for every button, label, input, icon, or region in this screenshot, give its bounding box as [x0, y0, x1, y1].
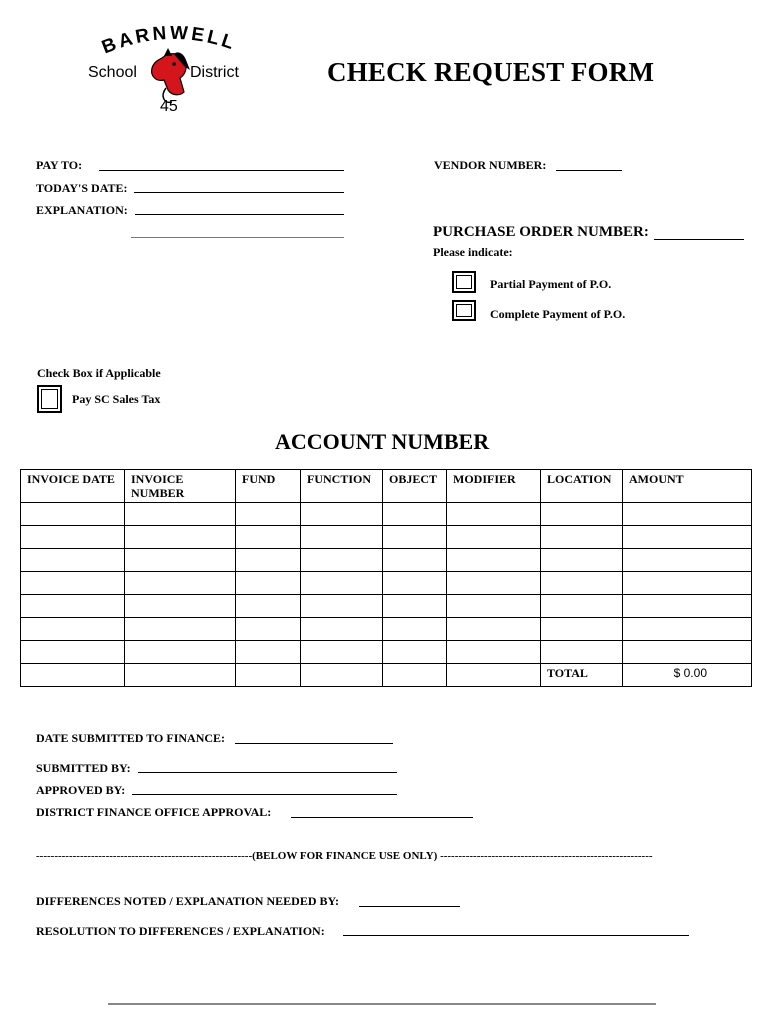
- table-cell[interactable]: [301, 572, 383, 595]
- table-cell[interactable]: [623, 595, 752, 618]
- svg-text:BARNWELL: BARNWELL: [99, 26, 240, 59]
- logo-school-word: School: [88, 64, 137, 81]
- table-cell[interactable]: [236, 618, 301, 641]
- footer-rule: [108, 1003, 656, 1005]
- submitted-by-label: SUBMITTED BY:: [36, 761, 131, 775]
- table-cell[interactable]: [541, 526, 623, 549]
- col-fund: FUND: [236, 470, 301, 503]
- table-cell[interactable]: [125, 549, 236, 572]
- table-row: [21, 618, 752, 641]
- table-cell[interactable]: [623, 618, 752, 641]
- table-cell: [447, 664, 541, 687]
- pay-to-label: PAY TO:: [36, 158, 83, 172]
- table-cell: [301, 664, 383, 687]
- table-cell[interactable]: [21, 503, 125, 526]
- table-cell[interactable]: [447, 572, 541, 595]
- pay-to-field[interactable]: [99, 170, 344, 171]
- table-cell[interactable]: [623, 572, 752, 595]
- table-row: [21, 503, 752, 526]
- table-cell[interactable]: [236, 526, 301, 549]
- vendor-number-field[interactable]: [556, 170, 622, 171]
- account-number-heading: ACCOUNT NUMBER: [275, 429, 490, 454]
- table-cell[interactable]: [236, 572, 301, 595]
- please-indicate-label: Please indicate:: [433, 245, 513, 259]
- table-cell[interactable]: [623, 549, 752, 572]
- table-cell[interactable]: [21, 641, 125, 664]
- total-row: [21, 664, 752, 687]
- table-cell[interactable]: [383, 549, 447, 572]
- table-cell[interactable]: [236, 503, 301, 526]
- table-cell[interactable]: [623, 641, 752, 664]
- table-cell[interactable]: [125, 503, 236, 526]
- table-cell[interactable]: [623, 503, 752, 526]
- submitted-by-field[interactable]: [138, 772, 397, 773]
- total-amount[interactable]: $ 0.00: [623, 664, 752, 687]
- todays-date-field[interactable]: [134, 192, 344, 193]
- table-cell[interactable]: [125, 618, 236, 641]
- table-cell[interactable]: [383, 641, 447, 664]
- finance-use-divider: -----------------------------------------------------------(BELOW FOR FINANCE USE ONLY) ----------------------------------------------------------: [36, 850, 653, 862]
- po-number-label: PURCHASE ORDER NUMBER:: [433, 224, 649, 240]
- table-row: [21, 595, 752, 618]
- table-cell[interactable]: [301, 595, 383, 618]
- table-cell[interactable]: [236, 595, 301, 618]
- sales-tax-label: Pay SC Sales Tax: [72, 392, 161, 406]
- explanation-field-1[interactable]: [135, 214, 344, 215]
- table-cell[interactable]: [21, 572, 125, 595]
- explanation-label: EXPLANATION:: [36, 203, 128, 217]
- table-cell: [21, 664, 125, 687]
- table-cell[interactable]: [301, 549, 383, 572]
- vendor-number-label: VENDOR NUMBER:: [434, 158, 547, 172]
- total-label: TOTAL: [541, 664, 623, 687]
- table-cell[interactable]: [541, 641, 623, 664]
- table-cell[interactable]: [541, 503, 623, 526]
- table-cell: [236, 664, 301, 687]
- table-cell[interactable]: [383, 618, 447, 641]
- district-approval-field[interactable]: [291, 817, 473, 818]
- table-cell[interactable]: [541, 618, 623, 641]
- table-cell[interactable]: [447, 503, 541, 526]
- table-cell[interactable]: [301, 618, 383, 641]
- table-cell[interactable]: [21, 595, 125, 618]
- partial-payment-label: Partial Payment of P.O.: [490, 277, 612, 291]
- date-submitted-field[interactable]: [235, 743, 393, 744]
- todays-date-label: TODAY'S DATE:: [36, 181, 128, 195]
- logo-number: 45: [160, 98, 178, 115]
- table-cell[interactable]: [125, 526, 236, 549]
- sales-tax-checkbox[interactable]: [37, 385, 62, 413]
- table-cell[interactable]: [21, 526, 125, 549]
- col-object: OBJECT: [383, 470, 447, 503]
- table-cell[interactable]: [125, 641, 236, 664]
- table-cell[interactable]: [236, 641, 301, 664]
- po-number-field[interactable]: [654, 239, 744, 240]
- table-cell[interactable]: [301, 641, 383, 664]
- table-cell[interactable]: [301, 503, 383, 526]
- table-cell: [125, 664, 236, 687]
- table-cell[interactable]: [447, 526, 541, 549]
- table-cell[interactable]: [301, 526, 383, 549]
- table-cell[interactable]: [383, 572, 447, 595]
- approved-by-label: APPROVED BY:: [36, 783, 126, 797]
- district-approval-label: DISTRICT FINANCE OFFICE APPROVAL:: [36, 805, 272, 819]
- resolution-field[interactable]: [343, 935, 689, 936]
- table-row: [21, 526, 752, 549]
- col-location: LOCATION: [541, 470, 623, 503]
- table-cell[interactable]: [383, 595, 447, 618]
- date-submitted-label: DATE SUBMITTED TO FINANCE:: [36, 731, 226, 745]
- table-cell[interactable]: [21, 549, 125, 572]
- table-row: [21, 572, 752, 595]
- table-cell[interactable]: [125, 595, 236, 618]
- col-function: FUNCTION: [301, 470, 383, 503]
- complete-payment-checkbox[interactable]: [452, 300, 476, 321]
- account-table: [20, 469, 752, 687]
- check-if-applicable-label: Check Box if Applicable: [37, 366, 161, 380]
- table-cell[interactable]: [541, 549, 623, 572]
- explanation-field-2[interactable]: [131, 237, 344, 238]
- table-cell[interactable]: [541, 595, 623, 618]
- table-cell[interactable]: [447, 549, 541, 572]
- table-cell[interactable]: [447, 641, 541, 664]
- table-cell: [383, 664, 447, 687]
- complete-payment-label: Complete Payment of P.O.: [490, 307, 626, 321]
- differences-label: DIFFERENCES NOTED / EXPLANATION NEEDED BY:: [36, 894, 340, 908]
- approved-by-field[interactable]: [132, 794, 397, 795]
- table-cell[interactable]: [447, 595, 541, 618]
- table-cell[interactable]: [541, 572, 623, 595]
- table-body: [21, 503, 752, 687]
- col-modifier: MODIFIER: [447, 470, 541, 503]
- table-cell[interactable]: [383, 526, 447, 549]
- col-invoice-date: INVOICE DATE: [21, 470, 125, 503]
- table-cell[interactable]: [447, 618, 541, 641]
- differences-field[interactable]: [359, 906, 460, 907]
- col-invoice-number: INVOICE NUMBER: [125, 470, 236, 503]
- partial-payment-checkbox[interactable]: [452, 271, 476, 293]
- table-header-row: [21, 470, 752, 503]
- col-amount: AMOUNT: [623, 470, 752, 503]
- table-cell[interactable]: [383, 503, 447, 526]
- table-cell[interactable]: [21, 618, 125, 641]
- table-cell[interactable]: [236, 549, 301, 572]
- table-row: [21, 549, 752, 572]
- resolution-label: RESOLUTION TO DIFFERENCES / EXPLANATION:: [36, 924, 325, 938]
- table-cell[interactable]: [623, 526, 752, 549]
- page-title: CHECK REQUEST FORM: [327, 57, 655, 87]
- district-logo: [84, 26, 264, 118]
- table-row: [21, 641, 752, 664]
- logo-district-word: District: [190, 64, 239, 81]
- table-cell[interactable]: [125, 572, 236, 595]
